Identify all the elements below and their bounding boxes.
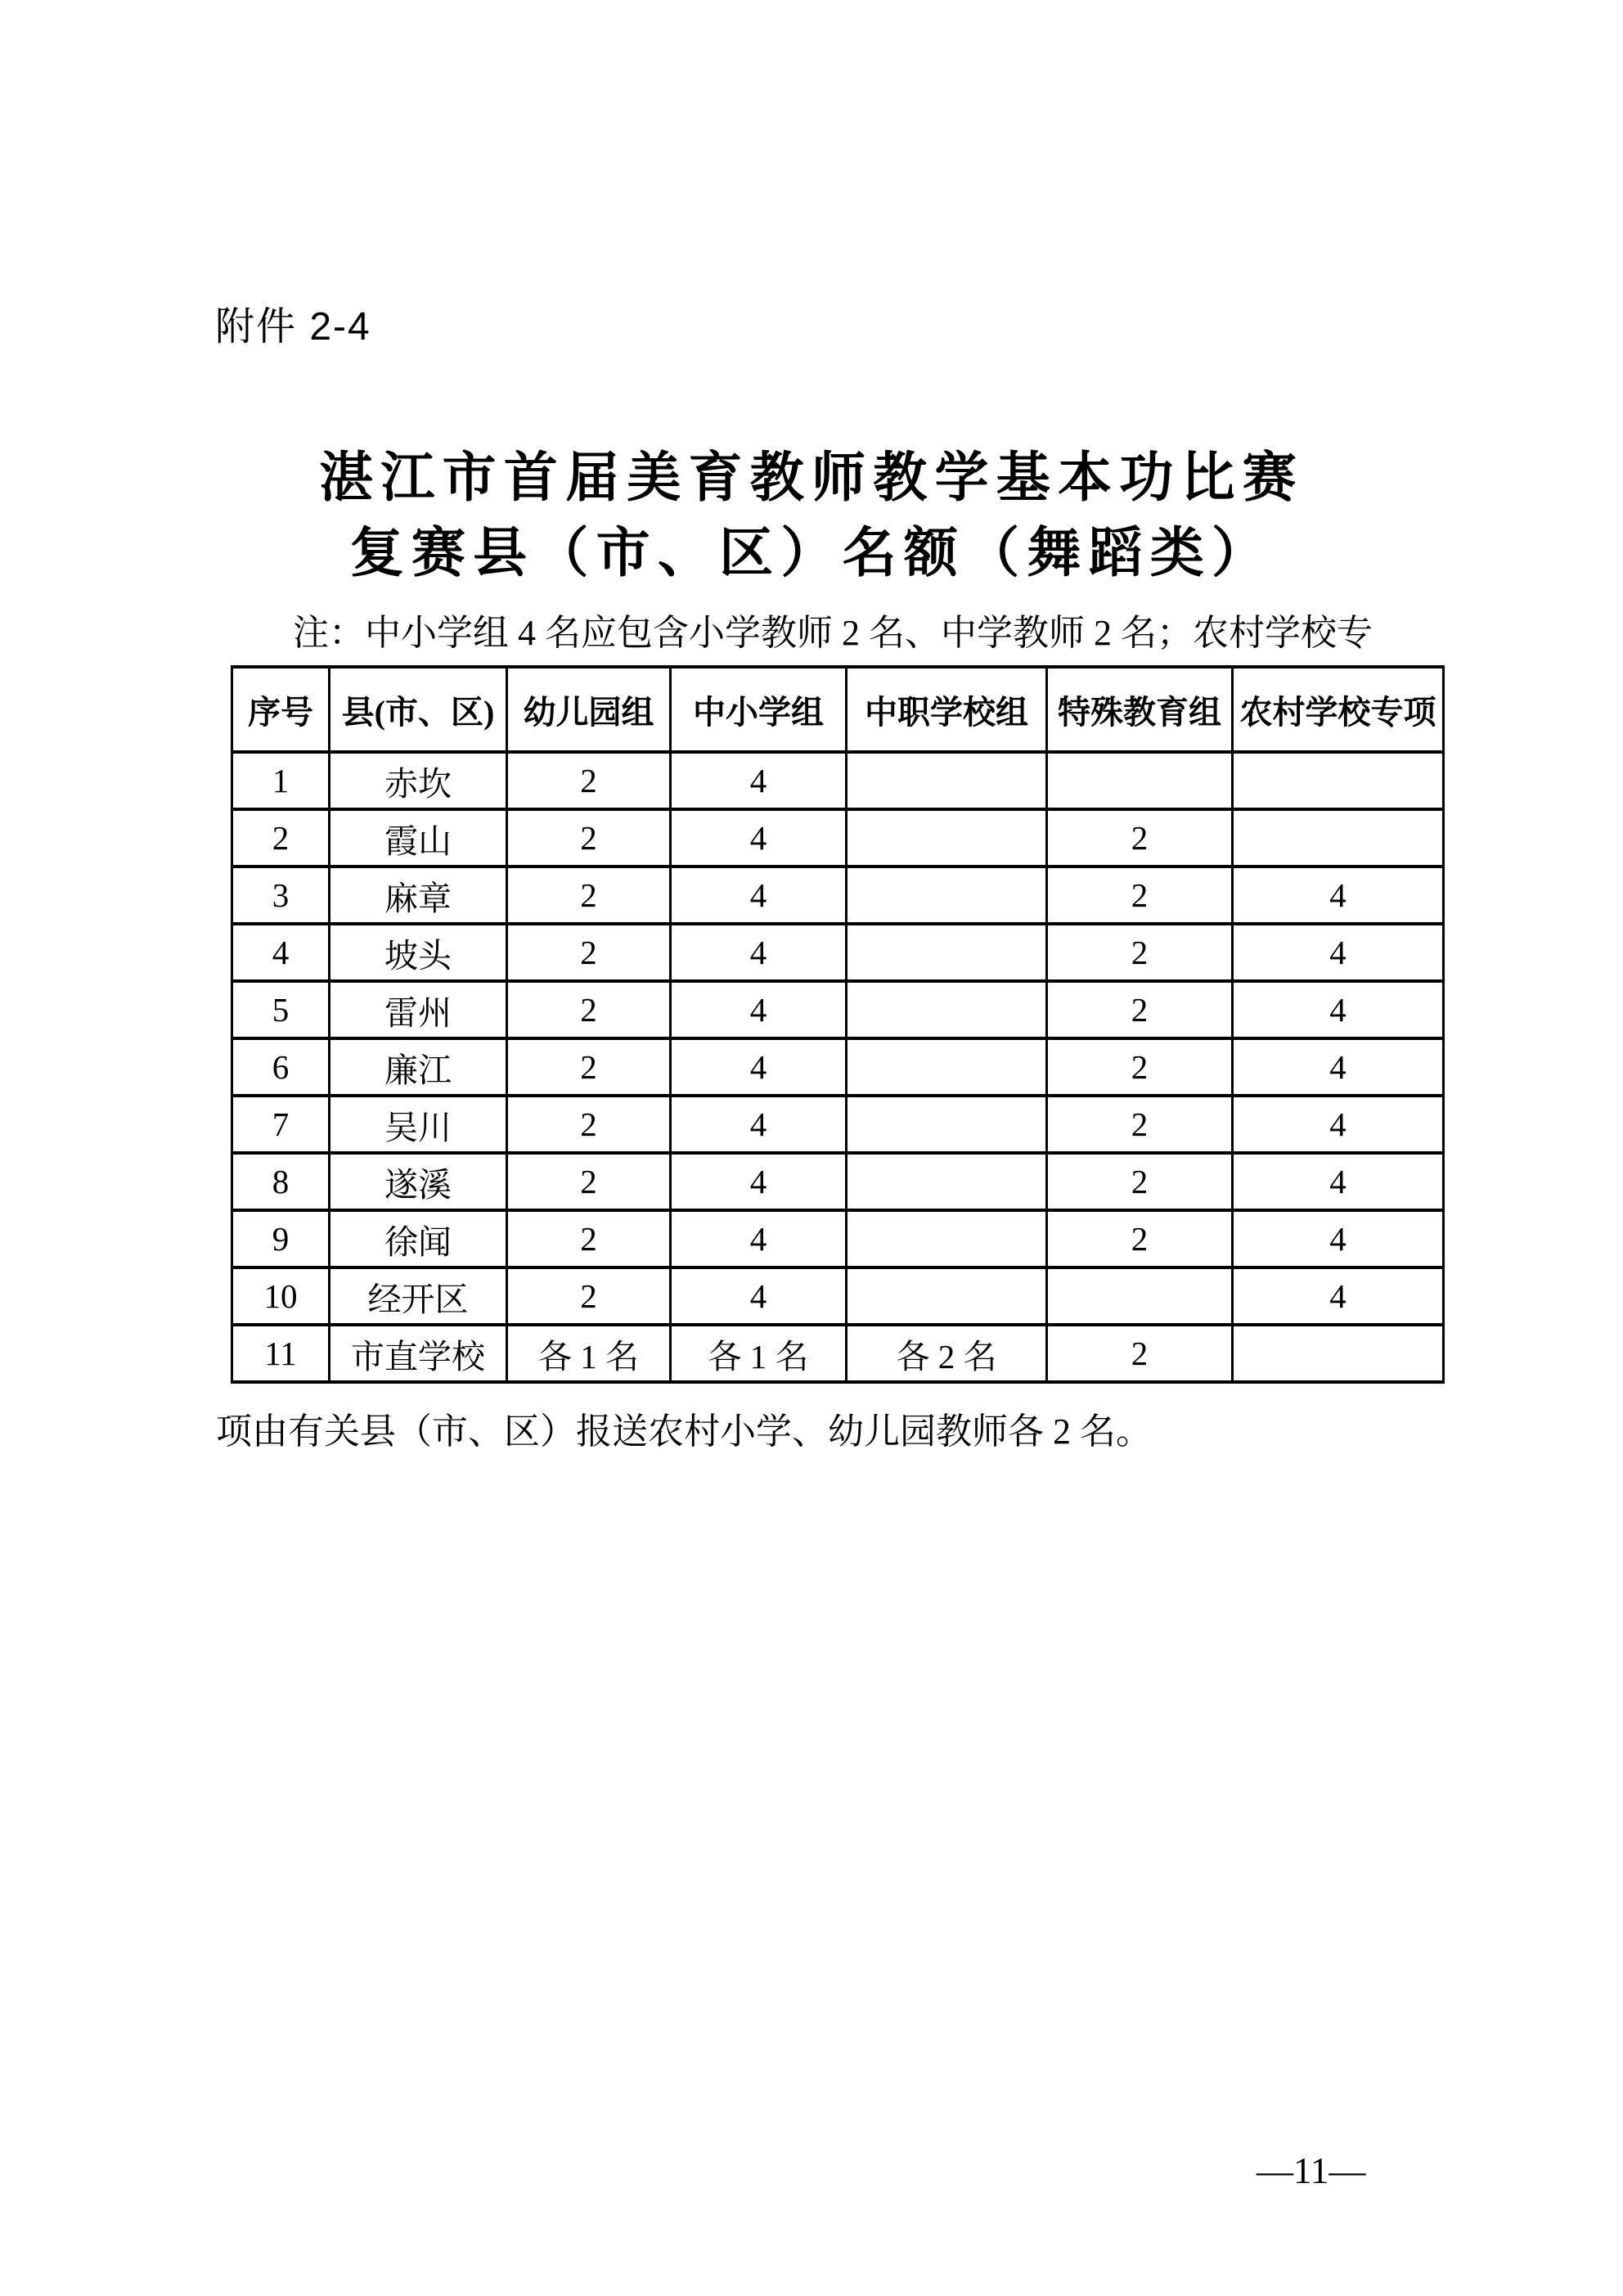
table-cell: 2 bbox=[507, 867, 671, 924]
table-cell: 2 bbox=[507, 924, 671, 981]
table-cell: 6 bbox=[232, 1038, 330, 1096]
table-cell: 2 bbox=[1047, 1038, 1233, 1096]
table-cell: 2 bbox=[507, 1038, 671, 1096]
table-row bbox=[232, 867, 1444, 924]
quota-table bbox=[231, 665, 1445, 1384]
table-cell: 4 bbox=[671, 809, 847, 867]
table-cell: 各 2 名 bbox=[847, 1325, 1047, 1382]
document-title bbox=[0, 441, 1623, 592]
table-cell: 4 bbox=[1233, 867, 1444, 924]
table-cell bbox=[847, 1096, 1047, 1153]
column-header: 特殊教育组 bbox=[1047, 667, 1233, 752]
table-cell: 雷州 bbox=[330, 981, 507, 1038]
table-cell bbox=[847, 1153, 1047, 1210]
title-line-1: 湛江市首届美育教师教学基本功比赛 bbox=[319, 448, 1304, 508]
table-cell: 4 bbox=[1233, 1153, 1444, 1210]
table-cell: 4 bbox=[671, 1153, 847, 1210]
table-cell: 2 bbox=[507, 1267, 671, 1325]
table-cell: 各 1 名 bbox=[671, 1325, 847, 1382]
title-line-2: 复赛县（市、区）名额（舞蹈类） bbox=[349, 524, 1274, 583]
table-cell: 4 bbox=[671, 924, 847, 981]
table-cell: 2 bbox=[1047, 1153, 1233, 1210]
table-cell: 2 bbox=[1047, 924, 1233, 981]
table-cell bbox=[1047, 1267, 1233, 1325]
note-below-table: 项由有关县（市、区）报送农村小学、幼儿园教师各 2 名。 bbox=[216, 1411, 1152, 1452]
table-cell bbox=[847, 752, 1047, 809]
table-cell: 麻章 bbox=[330, 867, 507, 924]
attachment-label: 附件 2-4 bbox=[215, 305, 371, 349]
note-above-table: 注：中小学组 4 名应包含小学教师 2 名、中学教师 2 名；农村学校专 bbox=[293, 613, 1373, 653]
table-cell: 4 bbox=[1233, 1038, 1444, 1096]
table-cell: 2 bbox=[507, 981, 671, 1038]
table-cell: 4 bbox=[232, 924, 330, 981]
table-cell: 2 bbox=[1047, 809, 1233, 867]
page-number: —11— bbox=[1257, 2150, 1366, 2191]
table-cell bbox=[1047, 752, 1233, 809]
table-cell bbox=[847, 1267, 1047, 1325]
table-cell: 4 bbox=[671, 1267, 847, 1325]
table-cell: 5 bbox=[232, 981, 330, 1038]
table-row bbox=[232, 1153, 1444, 1210]
table-cell: 4 bbox=[671, 1038, 847, 1096]
table-cell bbox=[847, 1210, 1047, 1267]
table-row bbox=[232, 752, 1444, 809]
table-cell: 4 bbox=[671, 1210, 847, 1267]
table-cell: 2 bbox=[1047, 1210, 1233, 1267]
table-row bbox=[232, 1096, 1444, 1153]
table-cell: 4 bbox=[671, 1096, 847, 1153]
table-cell bbox=[847, 809, 1047, 867]
table-cell: 4 bbox=[1233, 1267, 1444, 1325]
table-cell: 4 bbox=[1233, 981, 1444, 1038]
table-cell: 8 bbox=[232, 1153, 330, 1210]
column-header: 序号 bbox=[232, 667, 330, 752]
table-cell: 4 bbox=[1233, 924, 1444, 981]
table-cell bbox=[847, 867, 1047, 924]
table-cell: 2 bbox=[1047, 981, 1233, 1038]
table-row bbox=[232, 1038, 1444, 1096]
column-header: 幼儿园组 bbox=[507, 667, 671, 752]
table-cell: 4 bbox=[671, 867, 847, 924]
table-cell: 2 bbox=[507, 1096, 671, 1153]
table-cell: 2 bbox=[507, 1153, 671, 1210]
table-cell: 2 bbox=[1047, 867, 1233, 924]
table-row bbox=[232, 1267, 1444, 1325]
table-cell: 9 bbox=[232, 1210, 330, 1267]
table-header-row bbox=[232, 667, 1444, 752]
column-header: 农村学校专项 bbox=[1233, 667, 1444, 752]
table-cell: 3 bbox=[232, 867, 330, 924]
table-cell: 2 bbox=[1047, 1325, 1233, 1382]
table-cell: 2 bbox=[507, 1210, 671, 1267]
table-cell: 7 bbox=[232, 1096, 330, 1153]
table-cell: 吴川 bbox=[330, 1096, 507, 1153]
table-cell: 经开区 bbox=[330, 1267, 507, 1325]
table-cell: 2 bbox=[507, 752, 671, 809]
table-cell: 坡头 bbox=[330, 924, 507, 981]
table-cell: 4 bbox=[1233, 1096, 1444, 1153]
table-cell bbox=[1233, 809, 1444, 867]
table-cell: 2 bbox=[507, 809, 671, 867]
table-cell: 徐闻 bbox=[330, 1210, 507, 1267]
table-cell: 遂溪 bbox=[330, 1153, 507, 1210]
table-cell: 霞山 bbox=[330, 809, 507, 867]
table-cell bbox=[847, 924, 1047, 981]
table-cell bbox=[1233, 1325, 1444, 1382]
table-cell: 2 bbox=[232, 809, 330, 867]
column-header: 中小学组 bbox=[671, 667, 847, 752]
table-cell: 赤坎 bbox=[330, 752, 507, 809]
table-cell: 4 bbox=[671, 981, 847, 1038]
table-cell bbox=[847, 981, 1047, 1038]
table-row bbox=[232, 1210, 1444, 1267]
column-header: 中职学校组 bbox=[847, 667, 1047, 752]
table-cell: 2 bbox=[1047, 1096, 1233, 1153]
table-cell: 市直学校 bbox=[330, 1325, 507, 1382]
table-row bbox=[232, 1325, 1444, 1382]
table-cell bbox=[1233, 752, 1444, 809]
column-header: 县(市、区) bbox=[330, 667, 507, 752]
table-cell: 廉江 bbox=[330, 1038, 507, 1096]
table-cell: 11 bbox=[232, 1325, 330, 1382]
table-cell: 1 bbox=[232, 752, 330, 809]
table-cell bbox=[847, 1038, 1047, 1096]
table-cell: 4 bbox=[671, 752, 847, 809]
table-cell: 4 bbox=[1233, 1210, 1444, 1267]
table-cell: 10 bbox=[232, 1267, 330, 1325]
table-row bbox=[232, 924, 1444, 981]
table-row bbox=[232, 809, 1444, 867]
table-cell: 各 1 名 bbox=[507, 1325, 671, 1382]
table-row bbox=[232, 981, 1444, 1038]
